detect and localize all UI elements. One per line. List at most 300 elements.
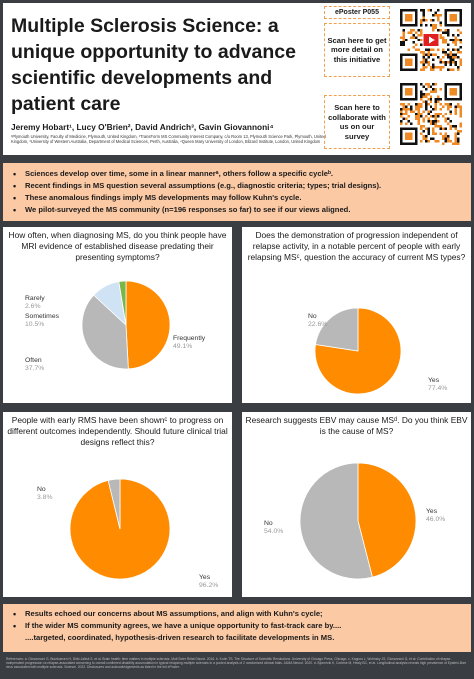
qr-module bbox=[420, 31, 422, 33]
qr-module bbox=[407, 49, 409, 51]
qr-module bbox=[450, 125, 452, 127]
qr-module bbox=[445, 140, 447, 142]
qr-module bbox=[447, 44, 449, 46]
qr-module bbox=[422, 120, 424, 122]
qr-module bbox=[440, 125, 442, 127]
qr-module bbox=[422, 54, 424, 56]
slice-pct: 49.1% bbox=[173, 343, 193, 350]
slice-pct: 46.0% bbox=[426, 516, 446, 523]
qr-module bbox=[435, 26, 437, 28]
qr-module bbox=[437, 140, 439, 142]
slice-name: Often bbox=[25, 357, 42, 364]
qr-module bbox=[442, 128, 444, 130]
qr-module bbox=[400, 110, 402, 112]
qr-module bbox=[427, 118, 429, 120]
qr-module bbox=[457, 133, 459, 135]
qr-module bbox=[430, 115, 432, 117]
qr-module bbox=[425, 83, 427, 85]
qr-module bbox=[457, 56, 459, 58]
qr-module bbox=[432, 120, 434, 122]
qr-module bbox=[447, 135, 449, 137]
qr-module bbox=[460, 113, 462, 115]
qr-module bbox=[445, 64, 447, 66]
survey-panel-mri bbox=[3, 227, 232, 403]
qr-module bbox=[432, 130, 434, 132]
qr-module bbox=[422, 118, 424, 120]
qr-module bbox=[402, 39, 404, 41]
qr-module bbox=[420, 128, 422, 130]
qr-module bbox=[435, 115, 437, 117]
slice-name: No bbox=[308, 313, 317, 320]
qr-module bbox=[447, 31, 449, 33]
qr-module bbox=[427, 56, 429, 58]
qr-module bbox=[415, 105, 417, 107]
qr-module bbox=[425, 54, 427, 56]
qr-module bbox=[457, 140, 459, 142]
qr-module bbox=[450, 140, 452, 142]
qr-module bbox=[435, 88, 437, 90]
qr-module bbox=[450, 54, 452, 56]
qr-module bbox=[460, 41, 462, 43]
qr-module bbox=[442, 51, 444, 53]
qr-module bbox=[460, 46, 462, 48]
qr-module bbox=[417, 49, 419, 51]
qr-module bbox=[420, 34, 422, 36]
slice-pct: 10.5% bbox=[25, 321, 45, 328]
qr-module bbox=[412, 46, 414, 48]
qr-module bbox=[440, 69, 442, 71]
qr-module bbox=[442, 41, 444, 43]
qr-module bbox=[422, 51, 424, 53]
qr-module bbox=[422, 66, 424, 68]
affiliations: ¹Plymouth University, Faculty of Medicine, Plymouth, United Kingdom, ²TransForm MS Community Interest Company, c/o Room 13, Plymouth Science Park, Plymouth, United Kingdom, ³University of Western Australia, Department of Medical Sciences, Perth, Australia, ⁴Queen Mary University of London, Blizard Institute, London, United Kingdom bbox=[11, 134, 326, 144]
qr-module bbox=[420, 24, 422, 26]
qr-module bbox=[460, 61, 462, 63]
qr-module bbox=[420, 113, 422, 115]
slice-name: Rarely bbox=[25, 295, 45, 302]
qr-module bbox=[442, 49, 444, 51]
legend-label-no bbox=[264, 520, 283, 536]
qr-module bbox=[450, 69, 452, 71]
qr-module bbox=[432, 29, 434, 31]
qr-finder bbox=[405, 59, 412, 66]
qr-module bbox=[402, 29, 404, 31]
qr-module bbox=[420, 44, 422, 46]
qr-module bbox=[422, 125, 424, 127]
qr-module bbox=[445, 103, 447, 105]
qr-module bbox=[407, 115, 409, 117]
qr-module bbox=[435, 103, 437, 105]
qr-module bbox=[422, 19, 424, 21]
qr-module bbox=[427, 93, 429, 95]
qr-module bbox=[455, 61, 457, 63]
qr-module bbox=[420, 103, 422, 105]
qr-module bbox=[427, 9, 429, 11]
qr-module bbox=[442, 143, 444, 145]
qr-module bbox=[452, 49, 454, 51]
qr-module bbox=[422, 95, 424, 97]
qr-module bbox=[435, 24, 437, 26]
qr-module bbox=[425, 108, 427, 110]
qr-module bbox=[440, 14, 442, 16]
qr-module bbox=[445, 120, 447, 122]
qr-module bbox=[415, 49, 417, 51]
qr-module bbox=[442, 105, 444, 107]
qr-module bbox=[402, 118, 404, 120]
qr-module bbox=[437, 100, 439, 102]
qr-module bbox=[425, 138, 427, 140]
qr-module bbox=[457, 49, 459, 51]
qr-module bbox=[455, 39, 457, 41]
qr-module bbox=[432, 90, 434, 92]
qr-module bbox=[420, 90, 422, 92]
qr-module bbox=[432, 19, 434, 21]
qr-module bbox=[457, 143, 459, 145]
qr-module bbox=[457, 69, 459, 71]
qr-module bbox=[450, 51, 452, 53]
legend-label-yes bbox=[426, 508, 445, 524]
qr-module bbox=[437, 49, 439, 51]
qr-module bbox=[437, 125, 439, 127]
references-footer: References: a. Giovannoni G, Butzkueven H, Dhib-Jalbut S, et al. Brain health: time matters in multiple sclerosis. Mult Scler Relat Disord. 2016. b. Kuhn TS. The Structure of Scientific Revolutions. University of Chicago Press, Chicago. c. Kappos L, Wolinsky JS, Giovannoni G, et al. Contribution of relapse-independent progression vs relapse-associated worsening to overall confirmed disability accumulation in typical relapsing multiple sclerosis in a pooled analysis of 2 randomized clinical trials. JAMA Neurol. 2020. d. Bjornevik K, Cortese M, Healy BC, et al. Longitudinal analysis reveals high prevalence of Epstein-Barr virus associated with multiple sclerosis. Science. 2022. Disclosures and acknowledgements as listed in the full ePoster. bbox=[6, 657, 467, 670]
intro-bullet: • We pilot-surveyed the MS community (n=196 responses so far) to see if our views aligned. bbox=[11, 204, 463, 216]
qr-module bbox=[432, 133, 434, 135]
qr-module bbox=[457, 138, 459, 140]
qr-module bbox=[425, 59, 427, 61]
qr-code-detail-icon[interactable] bbox=[400, 9, 462, 71]
qr-module bbox=[415, 103, 417, 105]
scan-prompt-detail: Scan here to get more detail on this initiative bbox=[324, 23, 390, 77]
qr-module bbox=[460, 59, 462, 61]
qr-module bbox=[427, 61, 429, 63]
qr-module bbox=[450, 64, 452, 66]
qr-module bbox=[435, 133, 437, 135]
qr-module bbox=[430, 98, 432, 100]
qr-module bbox=[457, 34, 459, 36]
qr-module bbox=[422, 64, 424, 66]
qr-module bbox=[432, 138, 434, 140]
slice-pct: 22.6% bbox=[308, 321, 328, 328]
qr-module bbox=[425, 95, 427, 97]
qr-module bbox=[412, 110, 414, 112]
qr-module bbox=[435, 100, 437, 102]
qr-module bbox=[452, 39, 454, 41]
qr-module bbox=[427, 85, 429, 87]
slice-pct: 77.4% bbox=[428, 385, 448, 392]
qr-module bbox=[445, 61, 447, 63]
qr-module bbox=[425, 100, 427, 102]
qr-module bbox=[455, 135, 457, 137]
qr-module bbox=[402, 36, 404, 38]
qr-module bbox=[400, 108, 402, 110]
qr-module bbox=[420, 61, 422, 63]
conclusion-bullet-continued: ....targeted, coordinated, hypothesis-driven research to facilitate developments in MS. bbox=[25, 633, 335, 642]
qr-module bbox=[412, 29, 414, 31]
legend-label-frequently bbox=[173, 335, 205, 351]
qr-module bbox=[415, 31, 417, 33]
qr-module bbox=[455, 49, 457, 51]
qr-module bbox=[460, 39, 462, 41]
conclusion-bullet: • Results echoed our concerns about MS assumptions, and align with Kuhn's cycle; bbox=[11, 608, 463, 620]
qr-module bbox=[420, 69, 422, 71]
qr-module bbox=[417, 113, 419, 115]
qr-module bbox=[400, 44, 402, 46]
qr-module bbox=[437, 56, 439, 58]
qr-module bbox=[420, 133, 422, 135]
question-text: Does the demonstration of progression independent of relapse activity, in a notable percent of people with early relapsing MSᶜ, question the accuracy of current MS types? bbox=[247, 230, 466, 262]
qr-module bbox=[425, 115, 427, 117]
qr-module bbox=[460, 64, 462, 66]
qr-module bbox=[450, 39, 452, 41]
qr-module bbox=[457, 105, 459, 107]
qr-module bbox=[405, 108, 407, 110]
qr-module bbox=[410, 105, 412, 107]
qr-module bbox=[455, 143, 457, 145]
qr-module bbox=[445, 128, 447, 130]
qr-module bbox=[450, 56, 452, 58]
qr-module bbox=[417, 29, 419, 31]
qr-module bbox=[435, 120, 437, 122]
qr-module bbox=[442, 31, 444, 33]
qr-module bbox=[402, 34, 404, 36]
intro-bullet: • These anomalous findings imply MS developments may follow Kuhn's cycle. bbox=[11, 192, 463, 204]
qr-module bbox=[437, 98, 439, 100]
qr-module bbox=[432, 59, 434, 61]
qr-module bbox=[442, 36, 444, 38]
qr-module bbox=[427, 130, 429, 132]
qr-module bbox=[415, 108, 417, 110]
qr-module bbox=[447, 69, 449, 71]
qr-module bbox=[437, 95, 439, 97]
qr-module bbox=[450, 105, 452, 107]
qr-module bbox=[427, 133, 429, 135]
qr-module bbox=[450, 103, 452, 105]
qr-module bbox=[427, 140, 429, 142]
qr-module bbox=[450, 59, 452, 61]
qr-module bbox=[432, 69, 434, 71]
intro-bullet: • Recent findings in MS question several assumptions (e.g., diagnostic criteria; types; trial designs). bbox=[11, 180, 463, 192]
qr-module bbox=[417, 120, 419, 122]
qr-module bbox=[435, 54, 437, 56]
qr-module bbox=[455, 56, 457, 58]
qr-module bbox=[407, 31, 409, 33]
qr-module bbox=[427, 54, 429, 56]
qr-module bbox=[457, 103, 459, 105]
qr-module bbox=[425, 128, 427, 130]
qr-module bbox=[460, 105, 462, 107]
qr-module bbox=[422, 93, 424, 95]
qr-module bbox=[420, 140, 422, 142]
qr-module bbox=[405, 110, 407, 112]
qr-module bbox=[447, 140, 449, 142]
question-text: People with early RMS have been shownᶜ to progress on different outcomes independently. Should future clinical trial designs reflect this? bbox=[7, 415, 228, 447]
slice-name: Sometimes bbox=[25, 313, 59, 320]
qr-module bbox=[430, 49, 432, 51]
qr-module bbox=[430, 95, 432, 97]
qr-module bbox=[455, 113, 457, 115]
qr-module bbox=[442, 135, 444, 137]
qr-module bbox=[422, 56, 424, 58]
slice-name: Yes bbox=[199, 574, 211, 581]
qr-module bbox=[452, 69, 454, 71]
qr-module bbox=[445, 54, 447, 56]
intro-bullets-box bbox=[3, 163, 471, 221]
slice-pct: 54.0% bbox=[264, 528, 284, 535]
qr-module bbox=[445, 29, 447, 31]
qr-module bbox=[422, 110, 424, 112]
qr-finder bbox=[405, 14, 412, 21]
qr-module bbox=[417, 39, 419, 41]
qr-module bbox=[445, 135, 447, 137]
qr-module bbox=[402, 103, 404, 105]
qr-module bbox=[432, 108, 434, 110]
pie-chart-mri bbox=[81, 280, 171, 370]
qr-module bbox=[422, 16, 424, 18]
qr-finder bbox=[405, 88, 412, 95]
qr-module bbox=[437, 14, 439, 16]
legend-label-sometimes bbox=[25, 313, 59, 329]
qr-module bbox=[420, 51, 422, 53]
qr-module bbox=[445, 39, 447, 41]
qr-module bbox=[420, 39, 422, 41]
qr-module bbox=[447, 123, 449, 125]
qr-module bbox=[447, 103, 449, 105]
qr-module bbox=[425, 49, 427, 51]
qr-module bbox=[435, 83, 437, 85]
poster-header bbox=[3, 3, 471, 155]
qr-module bbox=[410, 110, 412, 112]
slice-name: No bbox=[264, 520, 273, 527]
survey-panel-progression bbox=[242, 227, 471, 403]
qr-module bbox=[402, 113, 404, 115]
qr-module bbox=[407, 103, 409, 105]
qr-module bbox=[460, 130, 462, 132]
qr-module bbox=[432, 14, 434, 16]
qr-module bbox=[427, 83, 429, 85]
qr-module bbox=[455, 105, 457, 107]
qr-module bbox=[427, 64, 429, 66]
qr-module bbox=[447, 108, 449, 110]
qr-module bbox=[455, 133, 457, 135]
qr-code-survey-icon[interactable] bbox=[400, 83, 462, 145]
qr-module bbox=[447, 54, 449, 56]
qr-module bbox=[422, 61, 424, 63]
qr-finder bbox=[450, 88, 457, 95]
qr-module bbox=[417, 34, 419, 36]
qr-module bbox=[455, 64, 457, 66]
legend-label-rarely bbox=[25, 295, 45, 311]
qr-module bbox=[422, 9, 424, 11]
qr-module bbox=[415, 36, 417, 38]
qr-module bbox=[435, 90, 437, 92]
qr-module bbox=[422, 130, 424, 132]
qr-module bbox=[452, 125, 454, 127]
qr-module bbox=[425, 140, 427, 142]
qr-module bbox=[437, 120, 439, 122]
pie-slice-frequently bbox=[126, 281, 170, 369]
qr-module bbox=[432, 83, 434, 85]
qr-module bbox=[432, 49, 434, 51]
qr-module bbox=[410, 31, 412, 33]
qr-module bbox=[437, 16, 439, 18]
qr-module bbox=[437, 113, 439, 115]
qr-module bbox=[405, 105, 407, 107]
qr-module bbox=[417, 118, 419, 120]
conclusion-bullet: • If the wider MS community agrees, we have a unique opportunity to fast-track care by.... bbox=[11, 620, 463, 632]
qr-module bbox=[430, 24, 432, 26]
qr-module bbox=[417, 105, 419, 107]
slice-name: Yes bbox=[428, 377, 440, 384]
qr-finder bbox=[450, 14, 457, 21]
qr-module bbox=[427, 98, 429, 100]
qr-module bbox=[435, 66, 437, 68]
pie-chart-ebv bbox=[299, 462, 417, 580]
qr-module bbox=[437, 19, 439, 21]
qr-module bbox=[400, 120, 402, 122]
qr-module bbox=[420, 95, 422, 97]
qr-module bbox=[412, 34, 414, 36]
qr-module bbox=[450, 113, 452, 115]
slice-name: Frequently bbox=[173, 335, 206, 342]
qr-module bbox=[452, 61, 454, 63]
qr-module bbox=[422, 69, 424, 71]
qr-module bbox=[417, 110, 419, 112]
qr-module bbox=[430, 9, 432, 11]
qr-module bbox=[455, 138, 457, 140]
qr-module bbox=[457, 51, 459, 53]
qr-module bbox=[447, 138, 449, 140]
qr-module bbox=[430, 54, 432, 56]
qr-module bbox=[412, 41, 414, 43]
qr-module bbox=[442, 138, 444, 140]
intro-bullet: • Sciences develop over time, some in a linear mannerᵃ, others follow a specific cycleᵇ. bbox=[11, 168, 463, 180]
qr-module bbox=[420, 98, 422, 100]
qr-module bbox=[422, 11, 424, 13]
qr-module bbox=[435, 14, 437, 16]
poster-title: Multiple Sclerosis Science: a unique opportunity to advance scientific developments and patient care bbox=[11, 15, 296, 115]
qr-module bbox=[457, 66, 459, 68]
qr-module bbox=[417, 108, 419, 110]
legend-label-yes bbox=[199, 574, 218, 590]
conclusion-bullets-box bbox=[3, 604, 471, 652]
qr-module bbox=[422, 14, 424, 16]
qr-module bbox=[430, 85, 432, 87]
question-text: Research suggests EBV may cause MSᵈ. Do you think EBV is the cause of MS? bbox=[245, 415, 468, 436]
qr-module bbox=[402, 105, 404, 107]
qr-module bbox=[455, 36, 457, 38]
qr-module bbox=[415, 118, 417, 120]
qr-module bbox=[440, 24, 442, 26]
qr-module bbox=[435, 118, 437, 120]
qr-module bbox=[425, 24, 427, 26]
qr-module bbox=[440, 61, 442, 63]
survey-panel-ebv bbox=[242, 412, 471, 597]
qr-module bbox=[445, 41, 447, 43]
slice-pct: 96.2% bbox=[199, 582, 219, 589]
qr-module bbox=[450, 110, 452, 112]
qr-module bbox=[430, 19, 432, 21]
qr-module bbox=[420, 29, 422, 31]
qr-module bbox=[440, 66, 442, 68]
legend-label-yes bbox=[428, 377, 447, 393]
qr-module bbox=[460, 108, 462, 110]
qr-module bbox=[430, 100, 432, 102]
qr-module bbox=[440, 128, 442, 130]
qr-module bbox=[452, 143, 454, 145]
qr-module bbox=[445, 118, 447, 120]
qr-module bbox=[457, 130, 459, 132]
question-text: How often, when diagnosing MS, do you think people have MRI evidence of established disease predating their presenting symptoms? bbox=[8, 230, 227, 262]
